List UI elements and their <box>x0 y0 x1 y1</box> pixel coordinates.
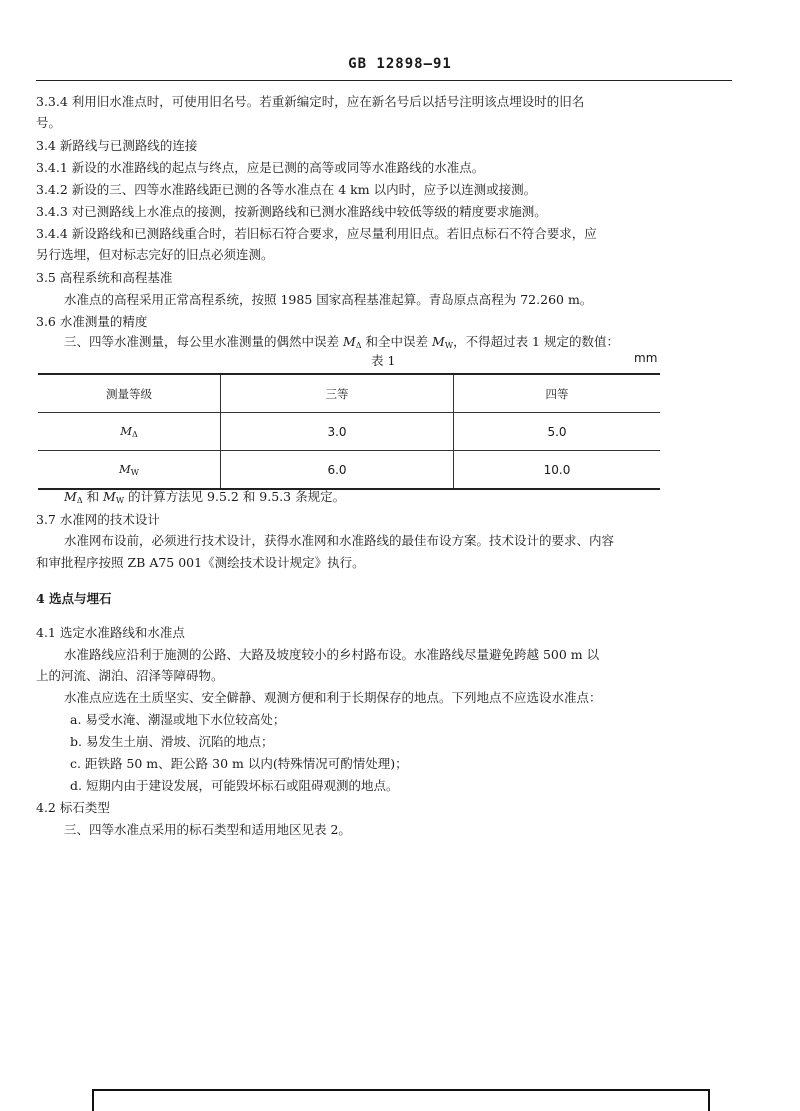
body-text-part1: 三、四等水准测量，每公里水准测量的偶然中误差 <box>64 334 343 349</box>
row-label-m-delta: $M_\Delta$ <box>38 413 221 451</box>
table-note: $M_\Delta$ 和 $M_W$ 的计算方法见 9.5.2 和 9.5.3 条规定。 <box>64 489 346 505</box>
section-3-7-body-line2: 和审批程序按照 ZB A75 001《测绘技术设计规定》执行。 <box>36 555 365 570</box>
m-delta-symbol: $M_\Delta$ <box>342 334 362 350</box>
table-row <box>38 451 660 490</box>
section-4-1-heading: 4.1 选定水准路线和水准点 <box>36 625 185 640</box>
header-cell-grade: 测量等级 <box>38 374 221 413</box>
table-1-unit: mm <box>634 351 658 365</box>
section-3-5-body: 水准点的高程采用正常高程系统，按照 1985 国家高程基准起算。青岛原点高程为 72.260 m。 <box>64 292 593 307</box>
table-header-row <box>38 374 660 413</box>
table-1 <box>38 373 660 490</box>
clause-3-3-4-line2: 号。 <box>36 115 62 130</box>
section-3-4-heading: 3.4 新路线与已测路线的连接 <box>36 138 198 153</box>
chapter-4-heading: 4 选点与埋石 <box>36 591 112 606</box>
body-text-part3: ，不得超过表 1 规定的数值： <box>453 334 619 349</box>
clause-3-4-4-line2: 另行选埋，但对标志完好的旧点必须连测。 <box>36 247 274 262</box>
clause-3-4-2: 3.4.2 新设的三、四等水准路线距已测的各等水准点在 4 km 以内时，应予以连测或接测。 <box>36 182 537 197</box>
list-item: b. 易发生土崩、滑坡、沉陷的地点； <box>70 734 274 749</box>
header-cell-third: 三等 <box>221 374 454 413</box>
section-4-2-body: 三、四等水准点采用的标石类型和适用地区见表 2。 <box>64 822 351 837</box>
section-4-2-heading: 4.2 标石类型 <box>36 800 110 815</box>
section-4-1-body-line2: 上的河流、湖泊、沼泽等障碍物。 <box>36 668 224 683</box>
list-item: c. 距铁路 50 m、距公路 30 m 以内(特殊情况可酌情处理)； <box>70 756 408 771</box>
header-cell-fourth: 四等 <box>454 374 661 413</box>
section-3-7-heading: 3.7 水准网的技术设计 <box>36 512 160 527</box>
list-item: a. 易受水淹、潮湿或地下水位较高处； <box>70 712 286 727</box>
cell-m-delta-third: 3.0 <box>221 413 454 451</box>
m-w-symbol: $M_W$ <box>103 489 125 505</box>
header-rule <box>36 80 732 81</box>
row-label-m-w: $M_W$ <box>38 451 221 490</box>
clause-3-4-1: 3.4.1 新设的水准路线的起点与终点，应是已测的高等或同等水准路线的水准点。 <box>36 160 485 175</box>
list-item: d. 短期内由于建设发展，可能毁坏标石或阻碍观测的地点。 <box>70 778 399 793</box>
cell-m-w-fourth: 10.0 <box>454 451 661 490</box>
table-row <box>38 413 660 451</box>
section-3-6-heading: 3.6 水准测量的精度 <box>36 314 148 329</box>
clause-3-4-4-line1: 3.4.4 新设路线和已测路线重合时，若旧标石符合要求，应尽量利用旧点。若旧点标石不符合要求，应 <box>36 226 597 241</box>
section-3-5-heading: 3.5 高程系统和高程基准 <box>36 270 173 285</box>
table-1-title: 表 1 <box>371 353 396 368</box>
clause-3-3-4-line1: 3.3.4 利用旧水准点时，可使用旧名号。若重新编定时，应在新名号后以括号注明该点埋设时的旧名 <box>36 94 585 109</box>
m-delta-symbol: $M_\Delta$ <box>64 489 83 505</box>
next-table-frame <box>92 1089 710 1111</box>
cell-m-delta-fourth: 5.0 <box>454 413 661 451</box>
cell-m-w-third: 6.0 <box>221 451 454 490</box>
section-4-1-body-line1: 水准路线应沿利于施测的公路、大路及坡度较小的乡村路布设。水准路线尽量避免跨越 500 m 以 <box>64 647 600 662</box>
section-4-1-body-line3: 水准点应选在土质坚实、安全僻静、观测方便和利于长期保存的地点。下列地点不应选设水准点： <box>64 690 602 705</box>
section-3-7-body-line1: 水准网布设前，必须进行技术设计，获得水准网和水准路线的最佳布设方案。技术设计的要求、内容 <box>64 533 615 548</box>
standard-code-header: GB 12898—91 <box>348 56 452 72</box>
clause-3-4-3: 3.4.3 对已测路线上水准点的接测，按新测路线和已测水准路线中较低等级的精度要求施测。 <box>36 204 547 219</box>
body-text-part2: 和全中误差 <box>361 334 433 349</box>
m-w-symbol: $M_W$ <box>432 334 454 350</box>
section-3-6-body <box>64 334 619 354</box>
